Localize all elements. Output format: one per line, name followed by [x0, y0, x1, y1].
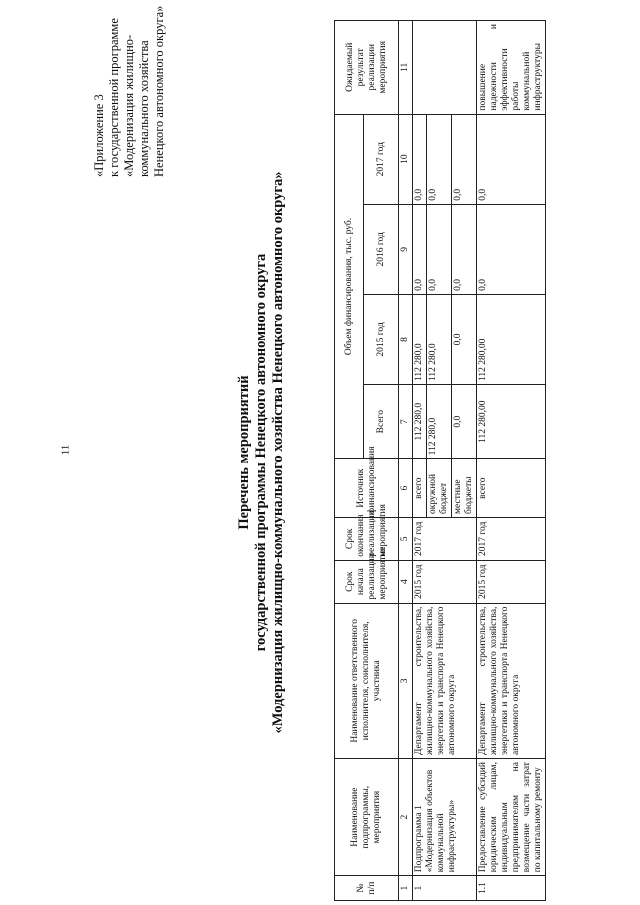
appendix-line: «Модернизация жилищно-: [122, 34, 136, 177]
table-header-row: [335, 21, 364, 901]
title-line-1: Перечень мероприятий: [236, 375, 252, 530]
header-start: Срок начала реализации мероприятия: [335, 560, 399, 603]
header-end: Срок окончания реализации мероприятия: [335, 517, 399, 560]
table-row: [413, 21, 427, 901]
row-num: 1.1: [477, 876, 546, 901]
row-start: 2015 год: [413, 560, 477, 603]
appendix-line: к государственной программе: [107, 18, 121, 177]
row-result: [413, 21, 477, 115]
row-total: 112 280,00: [477, 385, 546, 459]
appendix-line: коммунального хозяйства: [137, 40, 151, 177]
row-2017: 0,0: [413, 114, 427, 204]
header-source: Источник финансирования: [335, 459, 399, 518]
row-source: местные бюджеты: [452, 459, 477, 518]
column-number: 7: [399, 385, 413, 459]
row-2015: 0,0: [452, 294, 477, 384]
column-number: 1: [399, 876, 413, 901]
header-name: Наименование подпрограммы, мероприятия: [335, 759, 399, 876]
row-name: Подпрограмма 1 «Модернизация объектов коммунальной инфраструктуры»: [413, 759, 477, 876]
row-source: всего: [413, 459, 427, 518]
appendix-header: [92, 5, 167, 177]
header-2015: 2015 год: [364, 294, 399, 384]
header-num: № п/п: [335, 876, 399, 901]
row-executor: Департамент строительства, жилищно-коммунального хозяйства, энергетики и транспорта Ненецкого автономного округа: [477, 603, 546, 758]
row-end: 2017 год: [413, 517, 477, 560]
row-total: 112 280,0: [413, 385, 427, 459]
row-2015: 112 280,0: [427, 294, 452, 384]
row-2016: 0,0: [452, 204, 477, 294]
column-number: 5: [399, 517, 413, 560]
column-number: 2: [399, 759, 413, 876]
document-title: [236, 10, 287, 895]
header-executor: Наименование ответственного исполнителя, соисполнителя, участника: [335, 603, 399, 758]
header-2016: 2016 год: [364, 204, 399, 294]
row-result: повышение надежности и эффективности работы коммунальной инфраструктуры: [477, 21, 546, 115]
column-number: 9: [399, 204, 413, 294]
row-source: всего: [477, 459, 546, 518]
activities-table: [334, 20, 546, 901]
header-2017: 2017 год: [364, 114, 399, 204]
column-number: 11: [399, 21, 413, 115]
row-2017: 0,0: [427, 114, 452, 204]
header-total: Всего: [364, 385, 399, 459]
row-end: 2017 год: [477, 517, 546, 560]
row-2015: 112 280,00: [477, 294, 546, 384]
row-num: 1: [413, 876, 477, 901]
row-2017: 0,0: [477, 114, 546, 204]
column-number: 6: [399, 459, 413, 518]
row-2016: 0,0: [413, 204, 427, 294]
column-number: 10: [399, 114, 413, 204]
title-line-2: государственной программы Ненецкого автономного округа: [253, 253, 269, 652]
column-numbers-row: [399, 21, 413, 901]
row-2015: 112 280,0: [413, 294, 427, 384]
row-name: Предоставление субсидий юридическим лицам, индивидуальным предпринимателям на возмещение части затрат по капитальному ремонту: [477, 759, 546, 876]
column-number: 3: [399, 603, 413, 758]
row-total: 112 280,0: [427, 385, 452, 459]
row-2016: 0,0: [427, 204, 452, 294]
header-funding: Объем финансирования, тыс. руб.: [335, 114, 364, 459]
row-start: 2015 год: [477, 560, 546, 603]
row-2016: 0,0: [477, 204, 546, 294]
title-line-3: «Модернизация жилищно-коммунального хозяйства Ненецкого автономного округа»: [270, 171, 286, 734]
column-number: 4: [399, 560, 413, 603]
page-number: 11: [59, 444, 72, 456]
appendix-line: Ненецкого автономного округа»: [152, 5, 166, 177]
row-2017: 0,0: [452, 114, 477, 204]
row-source: окружной бюджет: [427, 459, 452, 518]
row-executor: Департамент строительства, жилищно-коммунального хозяйства, энергетики и транспорта Ненецкого автономного округа: [413, 603, 477, 758]
table-row: [477, 21, 546, 901]
appendix-line: «Приложение 3: [92, 94, 106, 177]
column-number: 8: [399, 294, 413, 384]
header-result: Ожидаемый результат реализации мероприятия: [335, 21, 399, 115]
row-total: 0,0: [452, 385, 477, 459]
